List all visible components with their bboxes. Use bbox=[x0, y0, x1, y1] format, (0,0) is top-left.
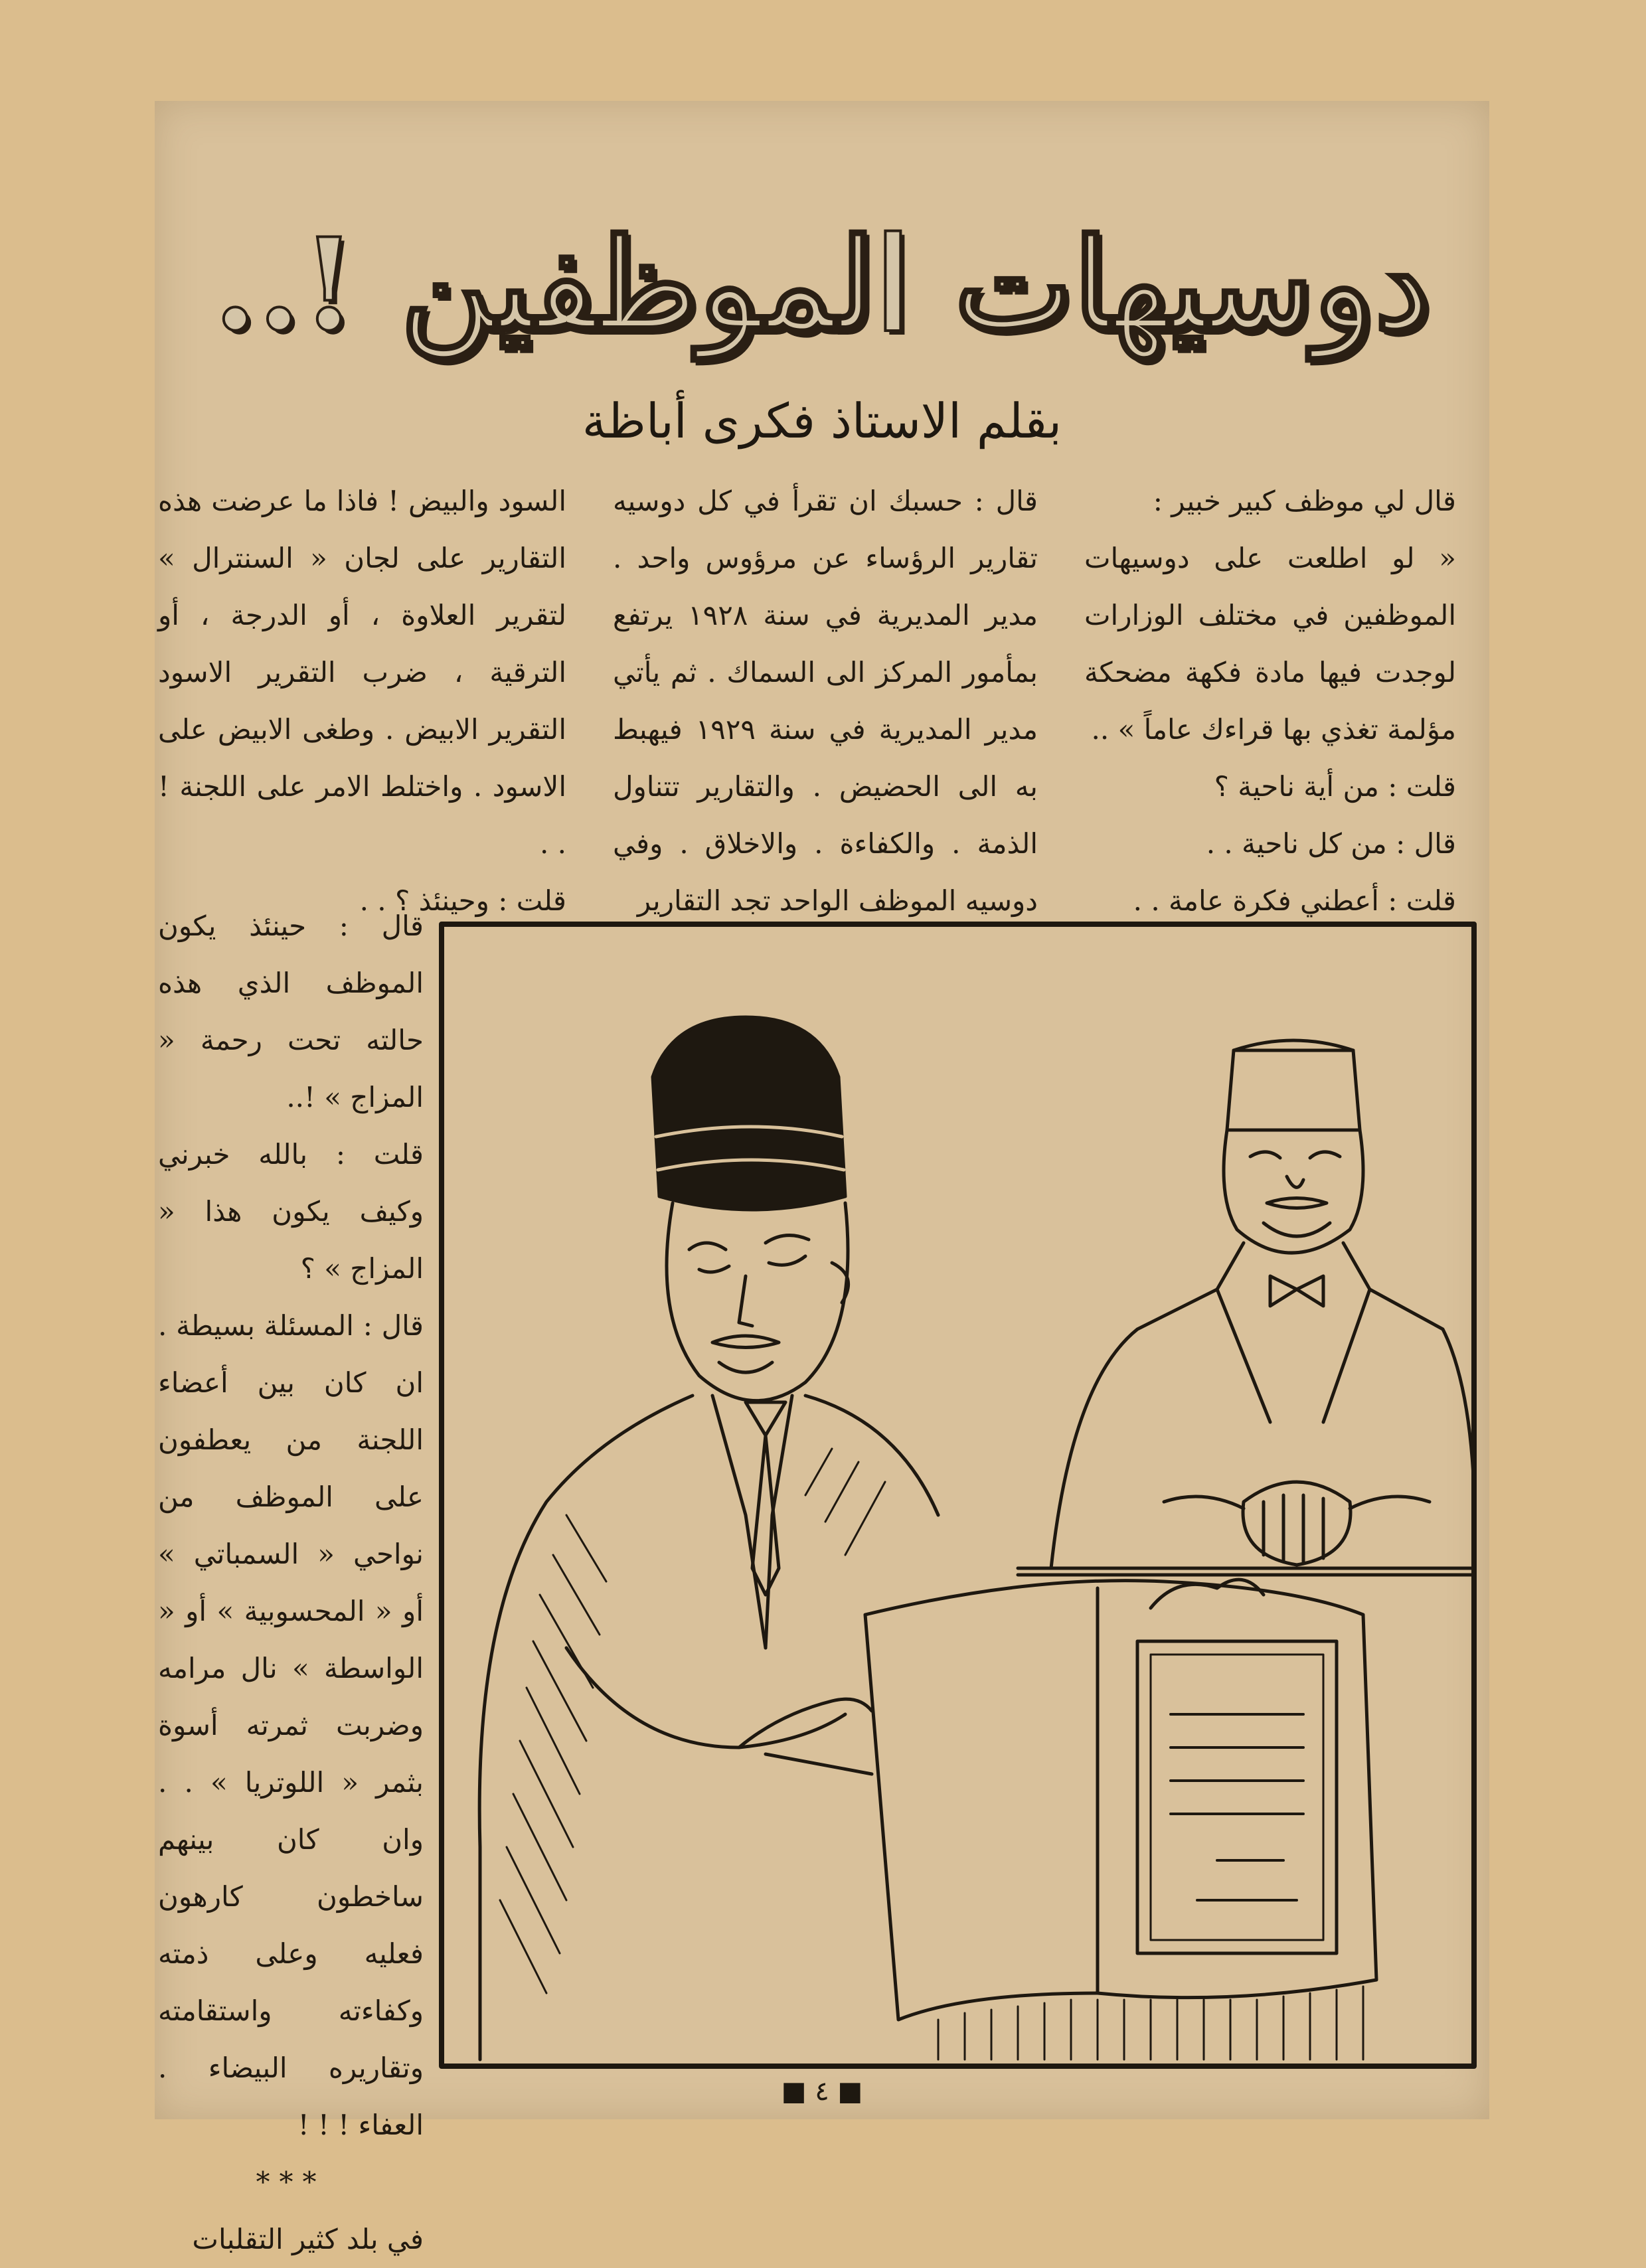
text-column-narrow bbox=[158, 898, 424, 2268]
page-number: ■ ٤ ■ bbox=[781, 2076, 863, 2107]
paragraph: قلت : بالله خبرني وكيف يكون هذا « المزاج » ؟ bbox=[158, 1138, 424, 1285]
paragraph: قال : حينئذ يكون الموظف الذي هذه حالته تحت رحمة « المزاج » !.. bbox=[158, 910, 424, 1113]
section-separator: *** bbox=[256, 2166, 326, 2198]
paragraph: السود والبيض ! فاذا ما عرضت هذه التقارير على لجان « السنترال » لتقرير العلاوة ، أو الدرجة ، أو الترقية ، ضرب التقرير الاسود التقرير الابيض . وطغى الابيض على الاسود . واختلط الامر على اللجنة ! . . bbox=[158, 485, 566, 860]
text-column-left bbox=[158, 473, 566, 930]
paragraph: قلت : وحينئذ ؟ . . bbox=[359, 884, 566, 917]
article-title: دوسيهات الموظفين !.. bbox=[213, 210, 1431, 359]
paragraph: قلت : أعطني فكرة عامة . . bbox=[1133, 884, 1456, 917]
paragraph: قلت : من أية ناحية ؟ bbox=[1214, 770, 1456, 803]
text-column-right bbox=[1084, 473, 1456, 930]
cartoon-illustration bbox=[434, 918, 1483, 2073]
paragraph: قال لي موظف كبير خبير : bbox=[1153, 485, 1456, 517]
paragraph: في بلد كثير التقلبات bbox=[192, 2223, 424, 2255]
magazine-page bbox=[155, 101, 1489, 2255]
article-byline: بقلم الاستاذ فكرى أباظة bbox=[582, 393, 1062, 449]
paragraph: « لو اطلعت على دوسيهات الموظفين في مختلف الوزارات لوجدت فيها مادة فكهة مضحكة مؤلمة تغذي بها قراءك عاماً » .. bbox=[1084, 542, 1456, 746]
paragraph: قال : المسئلة بسيطة . ان كان بين أعضاء اللجنة من يعطفون على الموظف من نواحي « السمباتي » أو « المحسوبية » أو « الواسطة » نال مرامه وضربت ثمرته أسوة بثمر « اللوتريا » . . وان كان بينهم ساخطون كارهون فعليه وعلى ذمته وكفاءته واستقامته وتقاريره البيضاء . العفاء ! ! ! bbox=[158, 1309, 424, 2141]
paragraph: قال : حسبك ان تقرأ في كل دوسيه تقارير الرؤساء عن مرؤوس واحد . مدير المديرية في سنة ١٩٢٨ يرتفع بمأمور المركز الى السماك . ثم يأتي مدير المديرية في سنة ١٩٢٩ فيهبط به الى الحضيض . والتقارير تتناول الذمة . والكفاءة . والاخلاق . وفي دوسيه الموظف الواحد تجد التقارير bbox=[613, 485, 1038, 917]
paragraph: قال : من كل ناحية . . bbox=[1206, 827, 1456, 860]
text-column-middle bbox=[613, 473, 1038, 930]
